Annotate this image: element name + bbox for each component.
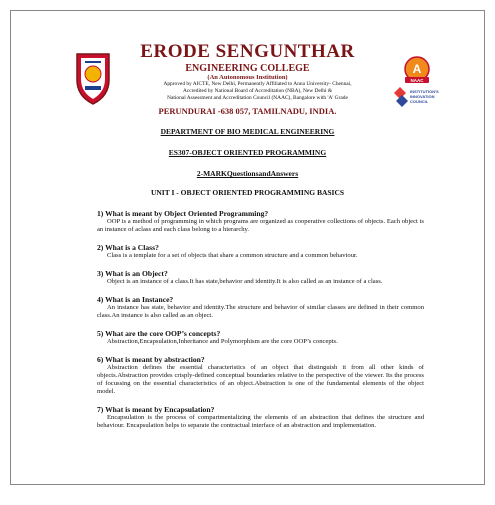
question: 2) What is a Class? [97, 243, 159, 252]
question: 7) What is meant by Encapsulation? [97, 405, 215, 414]
document-page [10, 10, 485, 485]
question: 6) What is meant by abstraction? [97, 355, 205, 364]
svg-text:A: A [412, 62, 422, 76]
approval-line: National Assessment and Accreditation Council (NAAC), Bangalore with 'A' Grade [167, 95, 348, 101]
question: 3) What is an Object? [97, 269, 168, 278]
course-title: ES307-OBJECT ORIENTED PROGRAMMING [168, 148, 327, 157]
college-header [11, 11, 484, 115]
svg-text:INNOVATION: INNOVATION [410, 94, 435, 99]
college-name: ERODE SENGUNTHAR [140, 41, 355, 62]
answer: Class is a template for a set of objects that share a common structure and a common behaviour. [107, 252, 358, 259]
answer: OOP is a method of programming in which programs are organized as cooperative collections of objects. Each object is an instance of aclass and each class belong to a hierarchy. [97, 218, 424, 233]
answer: Abstraction defines the essential characteristics of an object that distinguish it from all other kinds of objects.Abstraction provides crisply-defined conceptual boundaries relative to the perspective of the viewer. Its the process of focussing on the essential characteristics of an object.Abstraction is one of the fundamental elements of the object model. [97, 364, 424, 395]
svg-text:INSTITUTION'S: INSTITUTION'S [410, 89, 439, 94]
approval-line: Approved by AICTE, New Delhi, Permanently Affiliated to Anna University- Chennai, [163, 81, 352, 87]
approval-line: Accredited by National Board of Accreditation (NBA), New Delhi & [182, 88, 333, 94]
qa-item [97, 209, 424, 234]
question: 5) What are the core OOP’s concepts? [97, 329, 221, 338]
qa-item [97, 329, 424, 346]
question: 4) What is an Instance? [97, 295, 174, 304]
qa-item [97, 355, 424, 396]
qa-item [97, 405, 424, 430]
answer: Encapsulation is the process of compartmentalizing the elements of an abstraction that defines the structure and behaviour. Encapsulation helps to separate the contractual interface of an abstraction and implementation. [97, 414, 424, 429]
svg-text:NAAC: NAAC [410, 78, 424, 83]
question: 1) What is meant by Object Oriented Programming? [97, 209, 269, 218]
answer: An instance has state, behavior and identity.The structure and behavior of similar classes are defined in their common class.An instance is also called as an object. [97, 304, 424, 319]
qa-item [97, 269, 424, 286]
autonomous-label: (An Autonomous Institution) [207, 74, 288, 81]
unit-heading: UNIT I - OBJECT ORIENTED PROGRAMMING BASICS [150, 188, 345, 197]
approval-text [131, 81, 384, 102]
answer: Object is an instance of a class.It has state,behavior and identity.It is also called as an instance of a class. [107, 278, 383, 285]
qa-list [11, 209, 484, 430]
answer: Abstraction,Encapsulation,Inheritance and Polymorphism are the core OOP’s concepts. [107, 338, 338, 345]
department-title: DEPARTMENT OF BIO MEDICAL ENGINEERING [160, 127, 335, 136]
college-address: PERUNDURAI -638 057, TAMILNADU, INDIA. [158, 106, 337, 116]
section-subtitle: 2-MARKQuestionsandAnswers [196, 169, 299, 178]
college-subtitle: ENGINEERING COLLEGE [185, 63, 310, 74]
qa-item [97, 243, 424, 260]
svg-text:COUNCIL: COUNCIL [410, 99, 429, 104]
qa-item [97, 295, 424, 320]
